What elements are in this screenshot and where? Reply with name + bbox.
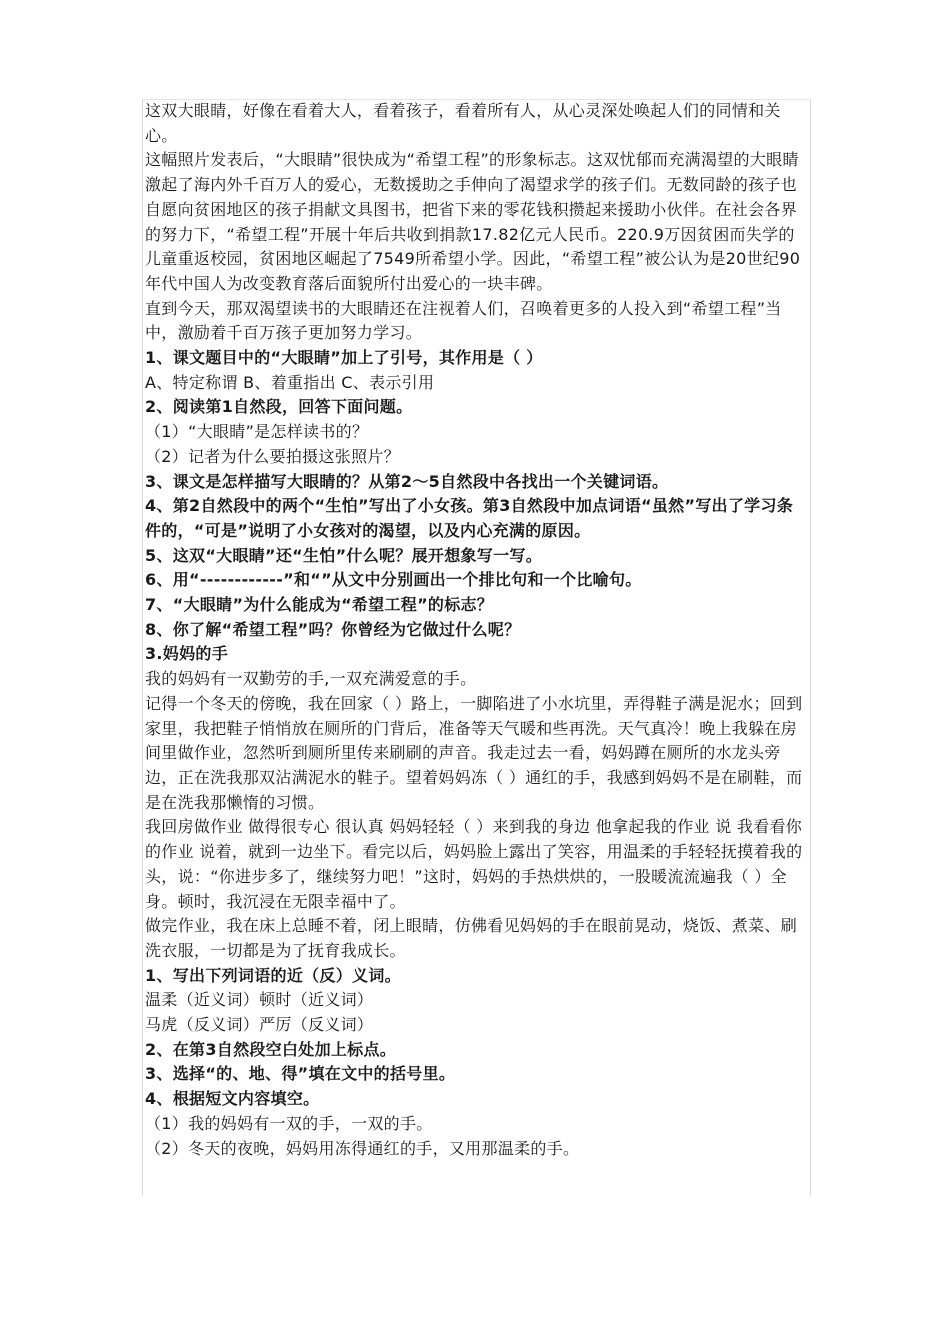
question-1: 1、写出下列词语的近（反）义词。 <box>145 965 401 985</box>
paragraph: 做完作业，我在床上总睡不着，闭上眼睛，仿佛看见妈妈的手在眼前晃动，烧饭、煮菜、刷洗衣服，一切都是为了抚育我成长。 <box>145 916 798 960</box>
paragraph: 记得一个冬天的傍晚，我在回家（ ）路上，一脚陷进了小水坑里，弄得鞋子满是泥水；回到家里，我把鞋子悄悄放在厕所的门背后，准备等天气暖和些再洗。天气真冷！晚上我躲在房间里做作业，忽然听到厕所里传来刷刷的声音。我走过去一看，妈妈蹲在厕所的水龙头旁边，正在洗我那双沾满泥水的鞋子。望着妈妈冻（ ）通红的手，我感到妈妈不是在刷鞋，而是在洗我那懒惰的习惯。 <box>145 693 803 812</box>
paragraph: 我的妈妈有一双勤劳的手,一双充满爱意的手。 <box>145 669 477 689</box>
question-2-sub-1: （1）“大眼睛”是怎样读书的？ <box>145 422 369 442</box>
question-7: 7、“大眼睛”为什么能成为“希望工程”的标志？ <box>145 595 494 615</box>
question-4-sub-1: （1）我的妈妈有一双的手，一双的手。 <box>145 1113 433 1133</box>
question-8: 8、你了解“希望工程”吗？你曾经为它做过什么呢？ <box>145 619 521 639</box>
question-2: 2、阅读第1自然段，回答下面问题。 <box>145 397 413 417</box>
question-5: 5、这双“大眼睛”还“生怕”什么呢？展开想象写一写。 <box>145 545 542 565</box>
paragraph: 我回房做作业 做得很专心 很认真 妈妈轻轻（ ）来到我的身边 他拿起我的作业 说 我看看你的作业 说着，就到一边坐下。看完以后，妈妈脸上露出了笑容，用温柔的手轻轻抚摸着我的头，说：“你进步多了，继续努力吧！”这时，妈妈的手热烘烘的，一股暖流流遍我（ ）全身。顿时，我沉浸在无限幸福中了。 <box>145 817 803 911</box>
question-1-line-2: 马虎（反义词）严厉（反义词） <box>145 1015 374 1035</box>
question-1-options: A、特定称谓 B、着重指出 C、表示引用 <box>145 372 435 392</box>
section-title: 3.妈妈的手 <box>145 644 229 664</box>
question-1-line-1: 温柔（近义词）顿时（近义词） <box>145 990 374 1010</box>
paragraph: 直到今天，那双渴望读书的大眼睛还在注视着人们，召唤着更多的人投入到“希望工程”当中，激励着千百万孩子更加努力学习。 <box>145 298 782 343</box>
document-body <box>145 99 809 1161</box>
paragraph: 这双大眼睛，好像在看着大人，看着孩子，看着所有人，从心灵深处唤起人们的同情和关心。 <box>145 101 781 145</box>
paragraph: 这幅照片发表后，“大眼睛”很快成为“希望工程”的形象标志。这双忧郁而充满渴望的大眼睛激起了海内外千百万人的爱心，无数援助之手伸向了渴望求学的孩子们。无数同龄的孩子也自愿向贫困地区的孩子捐献文具图书，把省下来的零花钱积攒起来援助小伙伴。在社会各界的努力下，“希望工程”开展十年后共收到捐款17.82亿元人民币。220.9万因贫困而失学的儿童重返校园，贫困地区崛起了7549所希望小学。因此，“希望工程”被公认为是20世纪90年代中国人为改变教育落后面貌所付出爱心的一块丰碑。 <box>145 150 801 293</box>
question-3: 3、课文是怎样描写大眼睛的？从第2～5自然段中各找出一个关键词语。 <box>145 471 669 491</box>
question-4-sub-2: （2）冬天的夜晚，妈妈用冻得通红的手，又用那温柔的手。 <box>145 1138 580 1158</box>
question-1: 1、课文题目中的“大眼睛”加上了引号，其作用是（ ） <box>145 348 543 368</box>
question-4: 4、根据短文内容填空。 <box>145 1089 320 1109</box>
question-6: 6、用“------------”和“”从文中分别画出一个排比句和一个比喻句。 <box>145 570 642 590</box>
question-4: 4、第2自然段中的两个“生怕”写出了小女孩。第3自然段中加点词语“虽然”写出了学习条件的，“可是”说明了小女孩对的渴望，以及内心充满的原因。 <box>145 496 794 540</box>
question-2: 2、在第3自然段空白处加上标点。 <box>145 1039 397 1059</box>
question-3: 3、选择“的、地、得”填在文中的括号里。 <box>145 1064 456 1084</box>
question-2-sub-2: （2）记者为什么要拍摄这张照片？ <box>145 446 400 466</box>
